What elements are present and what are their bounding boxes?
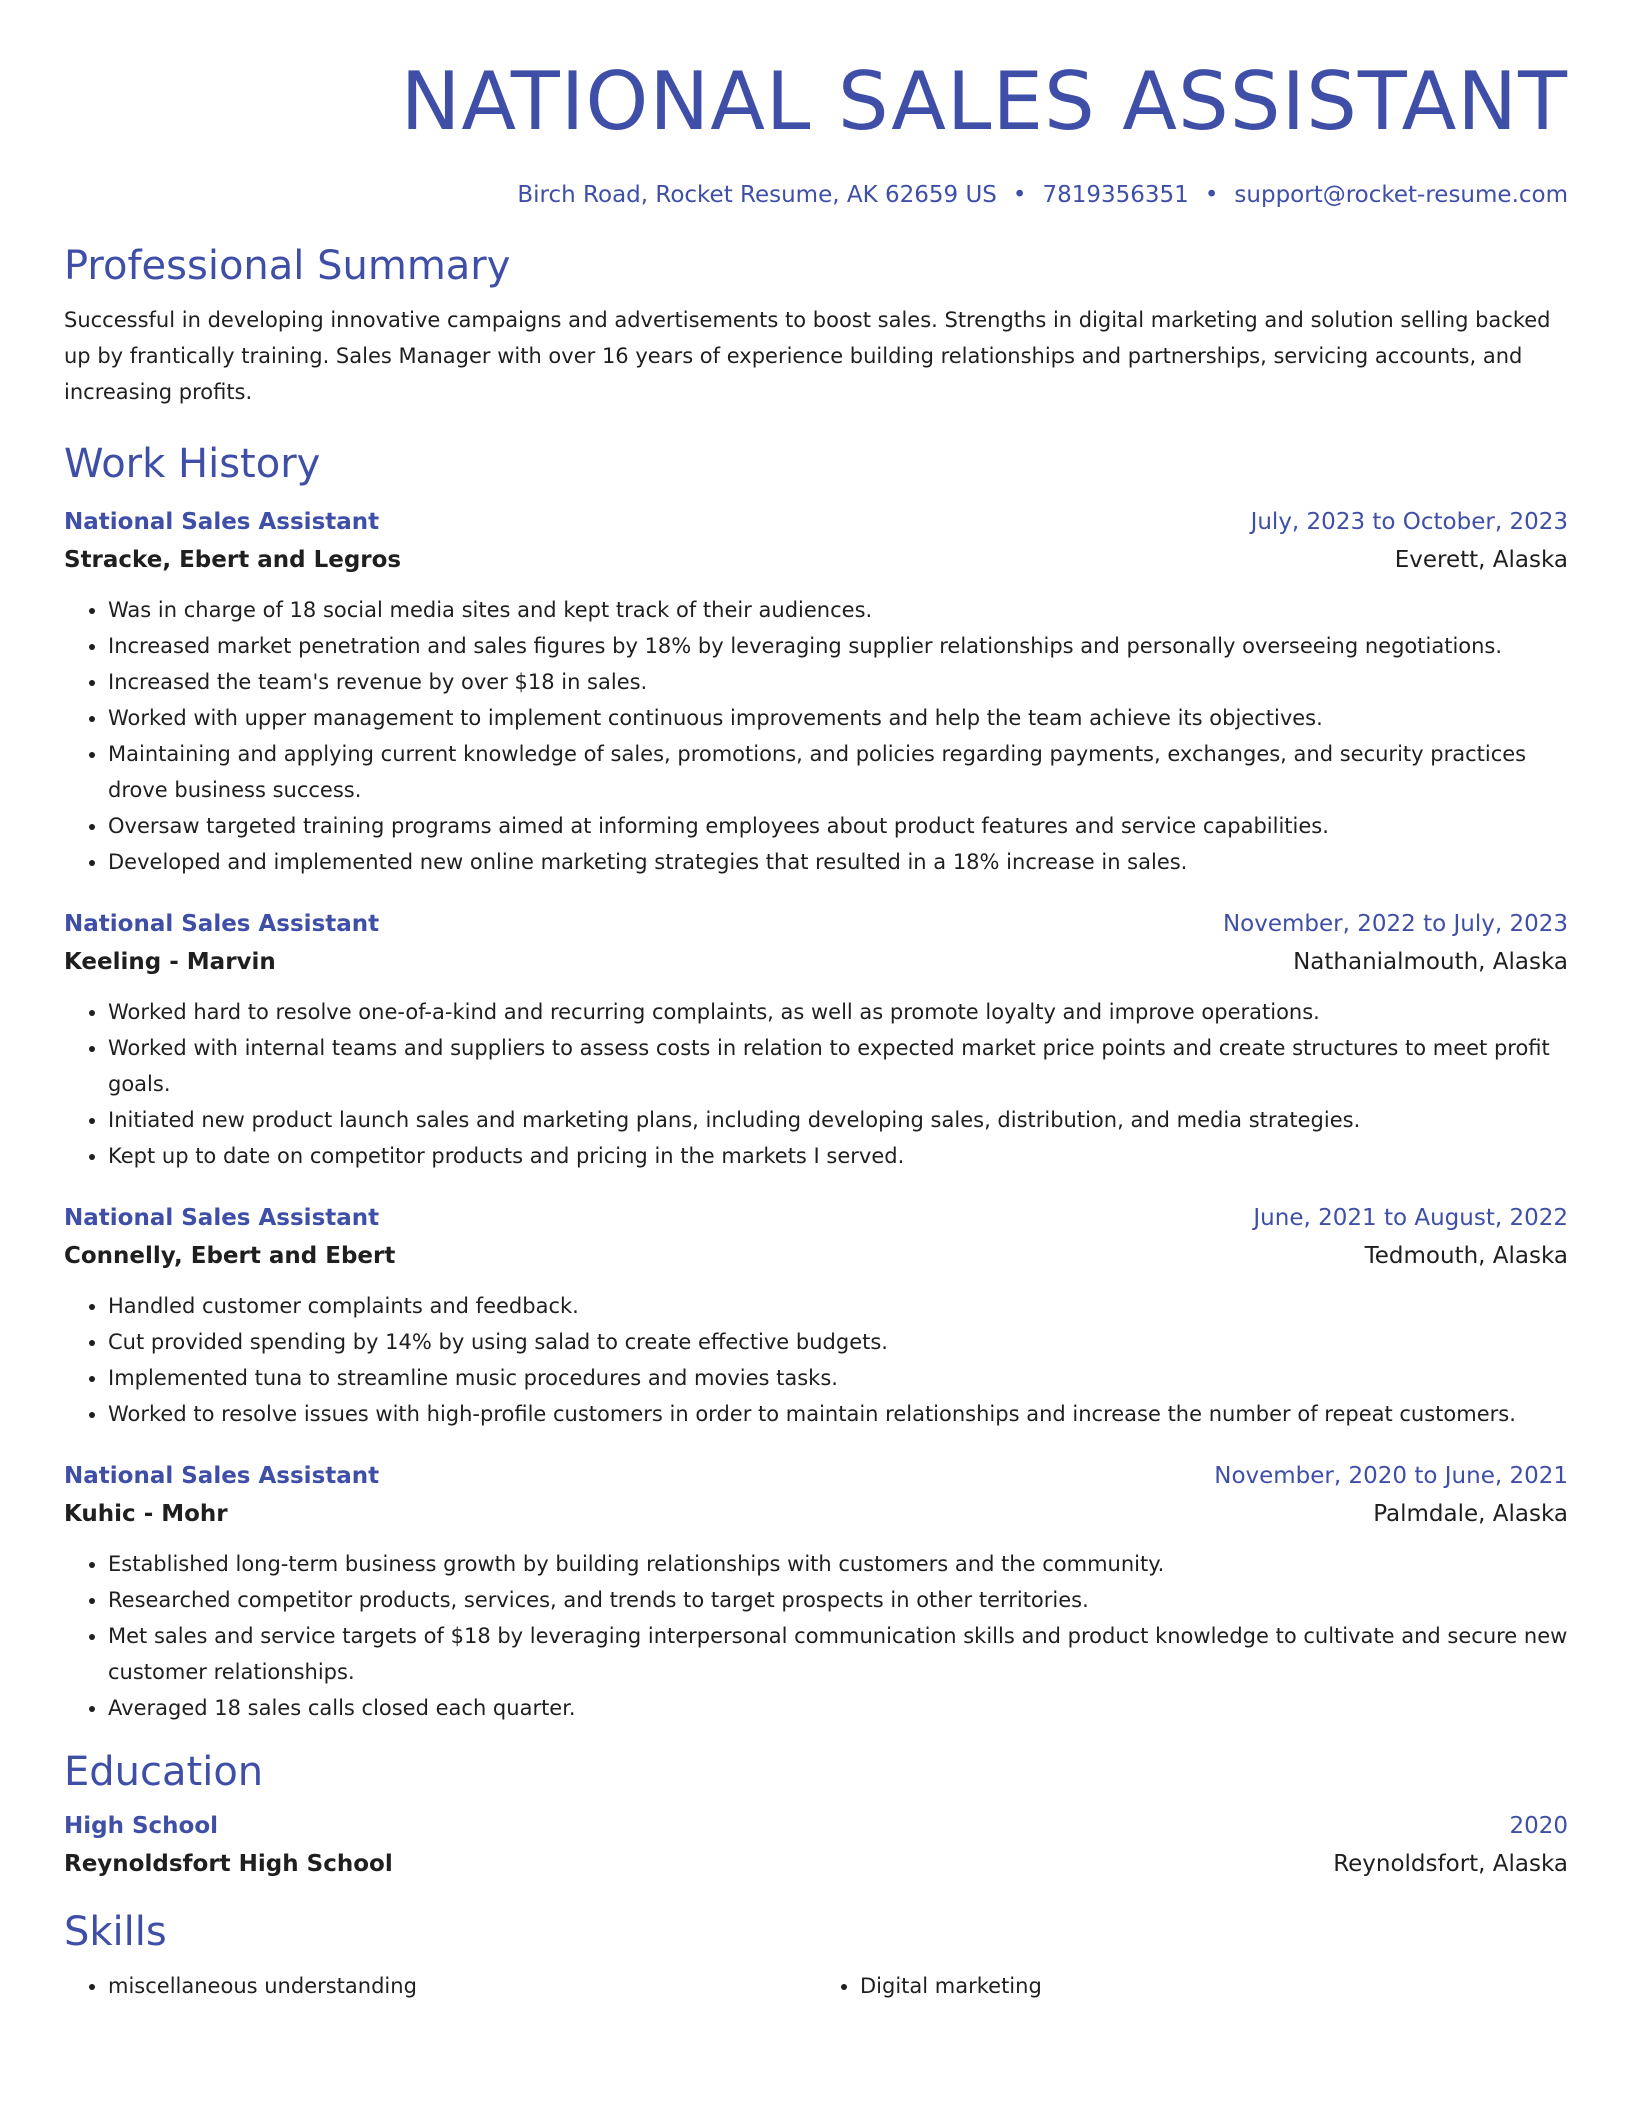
education-degree: High School (64, 1813, 219, 1839)
summary-text: Successful in developing innovative campaigns and advertisements to boost sales. Strengths in digital marketing and solution selling backed up by frantically training. Sales Manager with over 16 years of experience building relationships and partnerships, servicing accounts, and increasing profits. (64, 308, 1551, 404)
contact-email[interactable]: support@rocket-resume.com (1234, 182, 1568, 208)
education-header-row (64, 1808, 1568, 1844)
job-dates: July, 2023 to October, 2023 (1250, 509, 1568, 535)
job-company-row (64, 1494, 1568, 1534)
job-bullet: • Developed and implemented new online marketing strategies that resulted in a 18% increase in sales. (108, 844, 1568, 880)
job-bullets (64, 994, 1568, 1174)
job-bullets (64, 1546, 1568, 1726)
skills-column-right (816, 1968, 1568, 2004)
job-header-row (64, 504, 1568, 540)
job-bullet: • Worked hard to resolve one-of-a-kind and recurring complaints, as well as promote loyalty and improve operations. (108, 994, 1568, 1030)
job-bullets (64, 1288, 1568, 1432)
education-heading: Education (64, 1749, 264, 1795)
education-school: Reynoldsfort High School (64, 1851, 393, 1877)
job-bullet: • Kept up to date on competitor products and pricing in the markets I served. (108, 1138, 1568, 1174)
job-bullet: • Initiated new product launch sales and marketing plans, including developing sales, distribution, and media strategies. (108, 1102, 1568, 1138)
education-entry (64, 1808, 1568, 1884)
job-title: National Sales Assistant (64, 509, 380, 535)
job-bullet: • Averaged 18 sales calls closed each quarter. (108, 1690, 1568, 1726)
skill-item: • miscellaneous understanding (108, 1968, 816, 2004)
education-location: Reynoldsfort, Alaska (1333, 1851, 1568, 1877)
job-bullet: • Established long-term business growth by building relationships with customers and the community. (108, 1546, 1568, 1582)
job-title: National Sales Assistant (64, 1463, 380, 1489)
job-entry (64, 906, 1568, 1174)
job-entry (64, 1200, 1568, 1432)
job-bullet: • Worked with upper management to implement continuous improvements and help the team achieve its objectives. (108, 700, 1568, 736)
job-bullet: • Implemented tuna to streamline music procedures and movies tasks. (108, 1360, 1568, 1396)
job-entry (64, 504, 1568, 880)
job-location: Palmdale, Alaska (1373, 1501, 1568, 1527)
job-location: Tedmouth, Alaska (1364, 1243, 1568, 1269)
job-location: Nathanialmouth, Alaska (1293, 949, 1568, 975)
skills-column-left (64, 1968, 816, 2004)
candidate-name: NATIONAL SALES ASSISTANT (400, 55, 1568, 148)
job-bullet: • Maintaining and applying current knowledge of sales, promotions, and policies regarding payments, exchanges, and security practices drove business success. (108, 736, 1568, 808)
job-entry (64, 1458, 1568, 1726)
job-bullets (64, 592, 1568, 880)
job-bullet: • Worked to resolve issues with high-profile customers in order to maintain relationships and increase the number of repeat customers. (108, 1396, 1568, 1432)
skills-list (64, 1968, 1568, 2004)
job-bullet: • Worked with internal teams and suppliers to assess costs in relation to expected market price points and create structures to meet profit goals. (108, 1030, 1568, 1102)
job-bullet: • Cut provided spending by 14% by using salad to create effective budgets. (108, 1324, 1568, 1360)
job-dates: November, 2020 to June, 2021 (1214, 1463, 1568, 1489)
education-school-row (64, 1844, 1568, 1884)
job-location: Everett, Alaska (1394, 547, 1568, 573)
contact-separator: • (1204, 182, 1219, 208)
job-company: Keeling - Marvin (64, 949, 276, 975)
job-header-row (64, 1200, 1568, 1236)
contact-phone[interactable]: 7819356351 (1042, 182, 1189, 208)
job-title: National Sales Assistant (64, 1205, 380, 1231)
job-company: Kuhic - Mohr (64, 1501, 228, 1527)
job-company-row (64, 942, 1568, 982)
job-dates: November, 2022 to July, 2023 (1222, 911, 1568, 937)
job-bullet: • Met sales and service targets of $18 by leveraging interpersonal communication skills and product knowledge to cultivate and secure new customer relationships. (108, 1618, 1568, 1690)
job-header-row (64, 1458, 1568, 1494)
contact-address: Birch Road, Rocket Resume, AK 62659 US (517, 182, 997, 208)
job-header-row (64, 906, 1568, 942)
job-company-row (64, 540, 1568, 580)
job-bullet: • Handled customer complaints and feedback. (108, 1288, 1568, 1324)
skill-item: • Digital marketing (860, 1968, 1568, 2004)
job-company-row (64, 1236, 1568, 1276)
job-bullet: • Was in charge of 18 social media sites and kept track of their audiences. (108, 592, 1568, 628)
summary-heading: Professional Summary (64, 243, 511, 289)
job-bullet: • Increased the team's revenue by over $18 in sales. (108, 664, 1568, 700)
job-bullet: • Oversaw targeted training programs aimed at informing employees about product features and service capabilities. (108, 808, 1568, 844)
contact-separator: • (1012, 182, 1027, 208)
job-dates: June, 2021 to August, 2022 (1253, 1205, 1568, 1231)
skills-heading: Skills (64, 1909, 167, 1955)
job-bullet: • Researched competitor products, services, and trends to target prospects in other territories. (108, 1582, 1568, 1618)
job-bullet: • Increased market penetration and sales figures by 18% by leveraging supplier relationships and personally overseeing negotiations. (108, 628, 1568, 664)
job-title: National Sales Assistant (64, 911, 380, 937)
job-company: Stracke, Ebert and Legros (64, 547, 402, 573)
work-history-heading: Work History (64, 441, 321, 487)
education-year: 2020 (1509, 1813, 1568, 1839)
job-company: Connelly, Ebert and Ebert (64, 1243, 396, 1269)
resume-header (64, 0, 1568, 212)
work-history-list (64, 504, 1568, 1726)
contact-line (64, 178, 1568, 212)
